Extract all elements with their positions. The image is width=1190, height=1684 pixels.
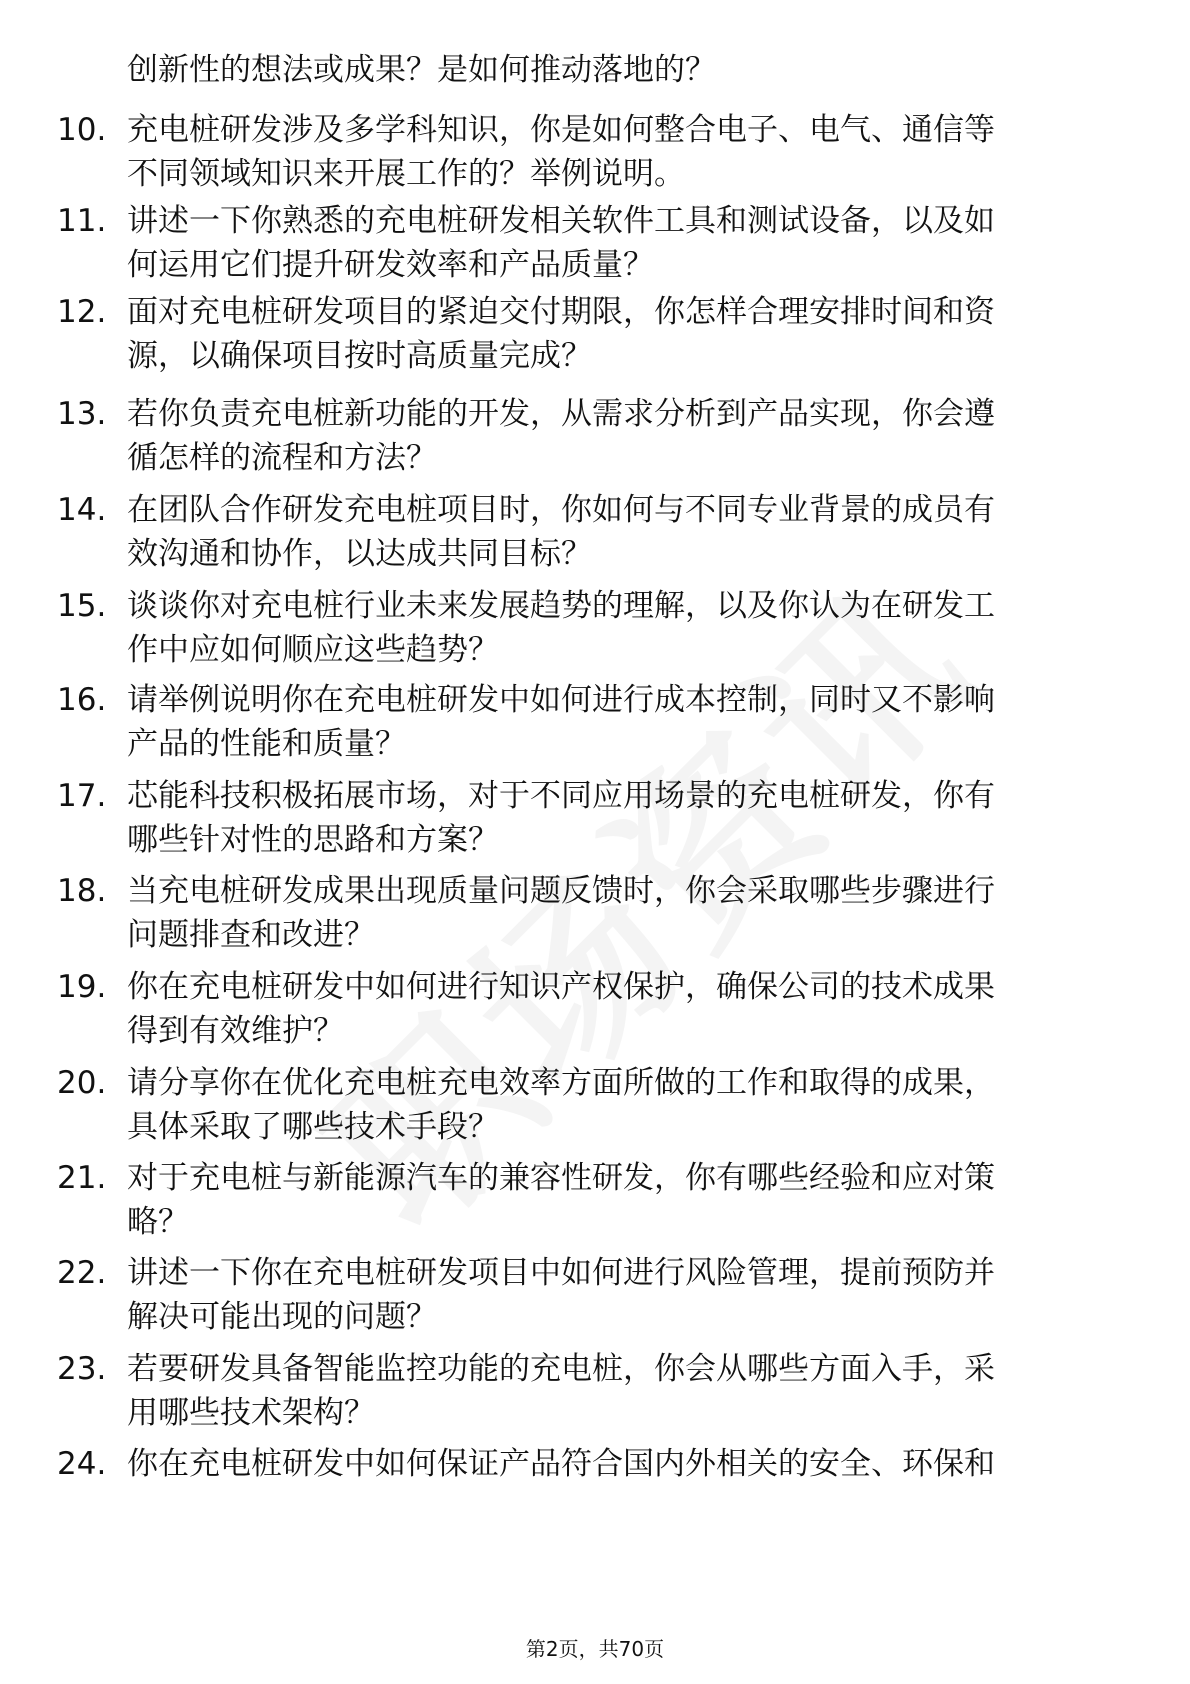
question-text-line: 你在充电桩研发中如何保证产品符合国内外相关的安全、环保和: [127, 1446, 995, 1482]
question-item: [0, 290, 1190, 380]
question-item: [0, 1156, 1190, 1246]
question-number: 16.: [57, 682, 107, 718]
question-number: 22.: [57, 1255, 107, 1291]
question-text-line: 讲述一下你熟悉的充电桩研发相关软件工具和测试设备，以及如: [127, 203, 995, 239]
question-text-line: 对于充电桩与新能源汽车的兼容性研发，你有哪些经验和应对策: [127, 1160, 995, 1196]
question-item: [0, 774, 1190, 864]
question-number: 12.: [57, 294, 107, 330]
question-text-line: 面对充电桩研发项目的紧迫交付期限，你怎样合理安排时间和资: [127, 294, 995, 330]
question-number: 13.: [57, 396, 107, 432]
question-item: [0, 1442, 1190, 1532]
question-text-line: 作中应如何顺应这些趋势？: [127, 632, 499, 668]
question-number: 14.: [57, 492, 107, 528]
question-item: [0, 965, 1190, 1055]
question-number: 23.: [57, 1351, 107, 1387]
question-number: 20.: [57, 1065, 107, 1101]
question-item: [0, 1251, 1190, 1341]
question-number: 17.: [57, 778, 107, 814]
question-item: [0, 108, 1190, 198]
question-number: 15.: [57, 588, 107, 624]
question-text-line: 若要研发具备智能监控功能的充电桩，你会从哪些方面入手，采: [127, 1351, 995, 1387]
question-number: 19.: [57, 969, 107, 1005]
continued-question-text: 创新性的想法或成果？是如何推动落地的？: [127, 52, 716, 88]
question-number: 10.: [57, 112, 107, 148]
page-number-footer: 第2页，共70页: [525, 1637, 665, 1661]
question-text-line: 产品的性能和质量？: [127, 726, 406, 762]
question-item: [0, 392, 1190, 482]
question-item: [0, 584, 1190, 674]
question-text-line: 不同领域知识来开展工作的？举例说明。: [127, 156, 685, 192]
question-text-line: 用哪些技术架构？: [127, 1395, 375, 1431]
question-number: 21.: [57, 1160, 107, 1196]
question-item: [0, 199, 1190, 289]
question-text-line: 在团队合作研发充电桩项目时，你如何与不同专业背景的成员有: [127, 492, 995, 528]
question-item: [0, 488, 1190, 578]
question-text-line: 充电桩研发涉及多学科知识，你是如何整合电子、电气、通信等: [127, 112, 995, 148]
question-item: [0, 678, 1190, 768]
question-text-line: 何运用它们提升研发效率和产品质量？: [127, 247, 654, 283]
question-number: 24.: [57, 1446, 107, 1482]
question-number: 18.: [57, 873, 107, 909]
question-text-line: 哪些针对性的思路和方案？: [127, 822, 499, 858]
question-text-line: 具体采取了哪些技术手段？: [127, 1109, 499, 1145]
question-item: [0, 1061, 1190, 1151]
question-text-line: 效沟通和协作，以达成共同目标？: [127, 536, 592, 572]
question-text-line: 请举例说明你在充电桩研发中如何进行成本控制，同时又不影响: [127, 682, 995, 718]
question-text-line: 芯能科技积极拓展市场，对于不同应用场景的充电桩研发，你有: [127, 778, 995, 814]
question-text-line: 讲述一下你在充电桩研发项目中如何进行风险管理，提前预防并: [127, 1255, 995, 1291]
question-text-line: 源，以确保项目按时高质量完成？: [127, 338, 592, 374]
question-item: [0, 869, 1190, 959]
question-text-line: 问题排查和改进？: [127, 917, 375, 953]
question-text-line: 解决可能出现的问题？: [127, 1299, 437, 1335]
question-text-line: 略？: [127, 1204, 189, 1240]
question-text-line: 得到有效维护？: [127, 1013, 344, 1049]
question-text-line: 你在充电桩研发中如何进行知识产权保护，确保公司的技术成果: [127, 969, 995, 1005]
question-number: 11.: [57, 203, 107, 239]
question-text-line: 当充电桩研发成果出现质量问题反馈时，你会采取哪些步骤进行: [127, 873, 995, 909]
question-text-line: 若你负责充电桩新功能的开发，从需求分析到产品实现，你会遵: [127, 396, 995, 432]
question-text-line: 请分享你在优化充电桩充电效率方面所做的工作和取得的成果，: [127, 1065, 995, 1101]
question-text-line: 循怎样的流程和方法？: [127, 440, 437, 476]
question-text-line: 谈谈你对充电桩行业未来发展趋势的理解，以及你认为在研发工: [127, 588, 995, 624]
question-item: [0, 1347, 1190, 1437]
